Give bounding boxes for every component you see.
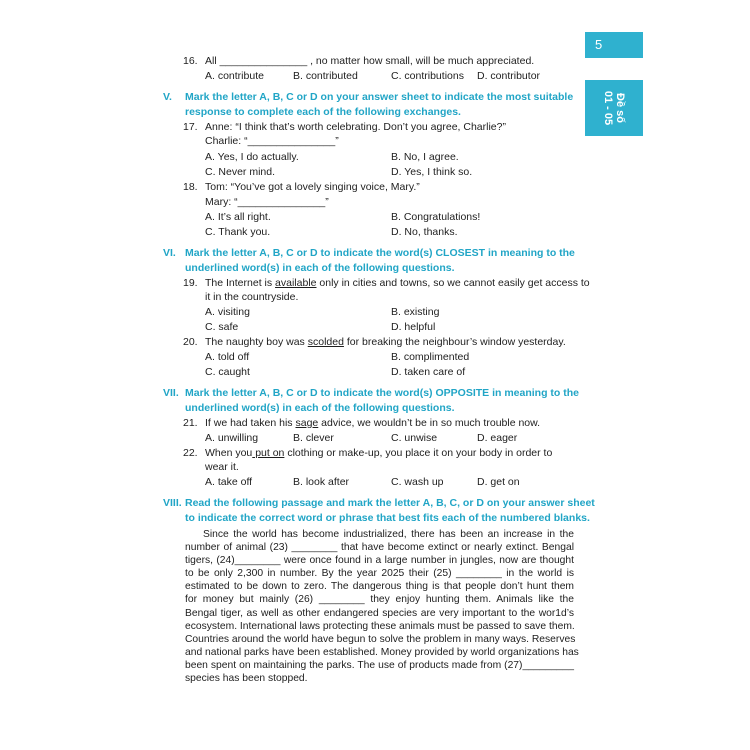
q19-number: 19. — [183, 277, 198, 289]
q20-option-c: C. caught — [205, 366, 250, 378]
passage-line: Bengal tiger, as well as other endangered species are very important to the wor1d’s — [185, 607, 574, 619]
q17-option-a: A. Yes, I do actually. — [205, 151, 299, 163]
q18-option-c: C. Thank you. — [205, 226, 271, 238]
q20-stem — [205, 336, 566, 349]
section-vii-instruction-line2: underlined word(s) in each of the following questions. — [185, 402, 455, 414]
q16-number: 16. — [183, 55, 198, 67]
q22-stem-line2: wear it. — [205, 461, 239, 473]
q20-stem-post: for breaking the neighbour’s window yesterday. — [343, 336, 566, 348]
q19-stem-line2: it in the countryside. — [205, 291, 299, 303]
passage-line: number of animal (23) ________ that have become extinct or nearly extinct. Bengal — [185, 542, 574, 554]
q21-underlined-word: sage — [295, 417, 319, 429]
q16-option-d: D. contributor — [477, 70, 541, 82]
reading-passage — [185, 528, 579, 685]
q21-stem-pre: If we had taken his — [205, 417, 296, 429]
q18-option-d: D. No, thanks. — [391, 226, 458, 238]
q19-stem-pre: The Internet is — [205, 277, 276, 289]
q18-stem: Tom: “You’ve got a lovely singing voice, Mary.” — [205, 181, 420, 193]
passage-line: Countries around the world have begun to solve the problem in many ways. Reserves — [185, 633, 576, 645]
q17-option-d: D. Yes, I think so. — [391, 166, 473, 178]
q17-option-b: B. No, I agree. — [391, 151, 459, 163]
section-vii-number: VII. — [163, 387, 179, 399]
q18-number: 18. — [183, 181, 198, 193]
section-viii-instruction-line2: to indicate the correct word or phrase that best fits each of the numbered blanks. — [185, 512, 590, 524]
section-viii-instruction-line1: Read the following passage and mark the letter A, B, C, or D on your answer sheet — [185, 497, 595, 509]
q22-underlined-word: put on — [252, 447, 285, 459]
q20-option-b: B. complimented — [391, 351, 470, 363]
q22-number: 22. — [183, 447, 198, 459]
q21-option-c: C. unwise — [391, 432, 438, 444]
passage-line: to be only 2,300 in number. By the year 2025 their (25) ________ in the world is — [185, 568, 574, 580]
q20-number: 20. — [183, 336, 198, 348]
section-v-instruction-line2: response to complete each of the following exchanges. — [185, 106, 461, 118]
q22-stem — [205, 447, 552, 460]
section-v-instruction-line1: Mark the letter A, B, C or D on your answer sheet to indicate the most suitable — [185, 91, 574, 103]
q22-stem-pre: When you — [205, 447, 253, 459]
side-tab-title: Đề số — [614, 93, 626, 123]
q22-option-a: A. take off — [205, 476, 253, 488]
q20-underlined-word: scolded — [307, 336, 344, 348]
q19-option-a: A. visiting — [205, 306, 250, 318]
q19-option-d: D. helpful — [391, 321, 436, 333]
q22-stem-post: clothing or make-up, you place it on your body in order to — [284, 447, 553, 459]
q16-option-c: C. contributions — [391, 70, 464, 82]
q17-stem: Anne: “I think that’s worth celebrating. Don’t you agree, Charlie?” — [205, 121, 506, 133]
passage-line: been spent on maintaining the parks. The use of products made from (27)_________ — [185, 659, 574, 671]
side-tab-range: 01 - 05 — [602, 90, 614, 126]
section-v-number: V. — [163, 91, 172, 103]
q18-option-a: A. It’s all right. — [205, 211, 271, 223]
q22-option-c: C. wash up — [391, 476, 444, 488]
q19-stem-post: only in cities and towns, so we cannot easily get access to — [316, 277, 590, 289]
q18-option-b: B. Congratulations! — [391, 211, 481, 223]
q21-option-d: D. eager — [477, 432, 518, 444]
q22-option-b: B. look after — [293, 476, 350, 488]
q21-stem-post: advice, we wouldn’t be in so much trouble now. — [318, 417, 541, 429]
q16-stem: All _______________ , no matter how small, will be much appreciated. — [205, 55, 535, 67]
q20-option-d: D. taken care of — [391, 366, 466, 378]
passage-line: estimated to be down to zero. The dangerous thing is that people don’t hunt them — [185, 581, 574, 593]
passage-line: and national parks have been established. Money provided by world organizations has — [185, 646, 579, 658]
section-vi-instruction-line1: Mark the letter A, B, C or D to indicate the word(s) CLOSEST in meaning to the — [185, 247, 575, 259]
q20-stem-pre: The naughty boy was — [205, 336, 308, 348]
q16-option-b: B. contributed — [293, 70, 358, 82]
section-vi-instruction-line2: underlined word(s) in each of the following questions. — [185, 262, 455, 274]
q17-reply: Charlie: “_______________” — [205, 135, 339, 147]
section-vii-instruction-line1: Mark the letter A, B, C or D to indicate the word(s) OPPOSITE in meaning to the — [185, 387, 579, 399]
q21-stem — [205, 417, 540, 430]
q19-option-c: C. safe — [205, 321, 239, 333]
passage-line: tigers, (24)________ were once found in a large number in jungles, now are thought — [185, 555, 574, 567]
q18-reply: Mary: “_______________” — [205, 196, 329, 208]
section-viii-number: VIII. — [163, 497, 182, 509]
passage-line: for money but mainly (26) ________ they enjoy hunting them. Animals like the — [185, 594, 574, 606]
q21-option-a: A. unwilling — [205, 432, 259, 444]
page-number: 5 — [595, 37, 603, 52]
q21-number: 21. — [183, 417, 198, 429]
q16-option-a: A. contribute — [205, 70, 264, 82]
q19-stem — [205, 277, 590, 290]
q19-option-b: B. existing — [391, 306, 440, 318]
passage-line: Since the world has become industrialized, there has been an increase in the — [203, 529, 574, 540]
q19-underlined-word: available — [275, 277, 317, 289]
section-vi-number: VI. — [163, 247, 176, 259]
q20-option-a: A. told off — [205, 351, 250, 363]
q17-number: 17. — [183, 121, 198, 133]
q17-option-c: C. Never mind. — [205, 166, 276, 178]
passage-line: ecosystem. International laws protecting these animals must be passed to save them. — [185, 620, 575, 632]
q22-option-d: D. get on — [477, 476, 520, 488]
q21-option-b: B. clever — [293, 432, 334, 444]
passage-line: species has been stopped. — [185, 673, 308, 685]
